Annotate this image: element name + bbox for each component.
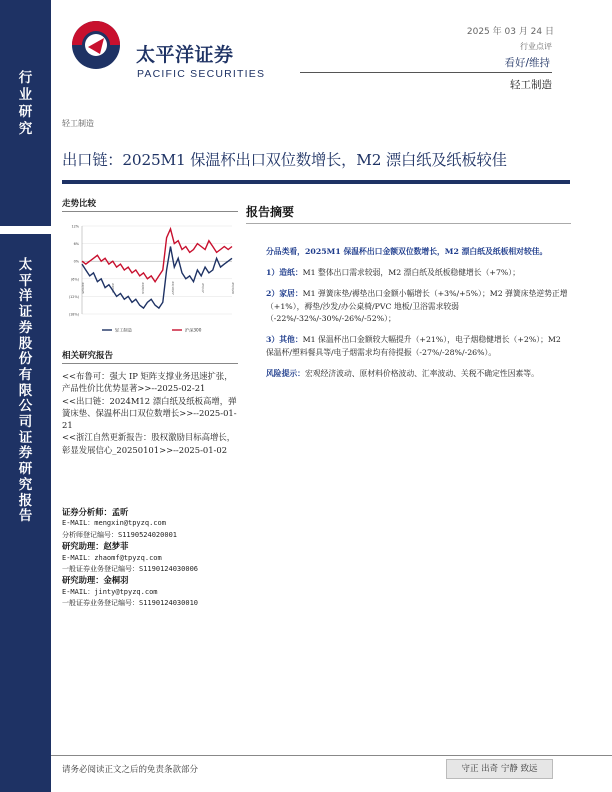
- related-report-link[interactable]: <<浙江自然更新报告：股权激励目标高增长，彰显发展信心_20250101>>--2025-01-02: [62, 432, 236, 455]
- report-date: 2025 年 03 月 24 日: [466, 27, 554, 37]
- chart-y-tick-label: (18%): [68, 312, 79, 317]
- chart-title: 走势比较: [62, 199, 97, 209]
- summary-risk-body: 宏观经济波动、原材料价格波动、汇率波动、关税不确定性因素等。: [304, 369, 539, 379]
- header-divider: [300, 72, 552, 73]
- summary-other-body: M1 保温杯出口金额较大幅提升（+21%），电子烟稳健增长（+2%）；M2 保温杯/塑料餐具等/电子烟需求均有待提振（-27%/-28%/-26%）。: [266, 335, 561, 358]
- related-reports-title: 相关研究报告: [62, 351, 114, 361]
- analyst-registration: 一般证券业务登记编号：S1190124030010: [62, 599, 199, 608]
- report-type: 行业点评: [520, 42, 552, 51]
- related-reports-divider: [62, 363, 238, 364]
- footer-disclaimer: 请务必阅读正文之后的免责条款部分: [62, 765, 199, 775]
- summary-paper: [266, 267, 568, 280]
- company-logo-icon: [66, 14, 126, 74]
- sidebar: [0, 0, 51, 792]
- chart-legend-label: 沪深300: [185, 327, 202, 333]
- related-report-link[interactable]: <<出口链：2024M12 漂白纸及纸板高增，弹簧床垫、保温杯出口双位数增长>>--2025-01-21: [62, 395, 237, 431]
- summary-risk-lead: 风险提示：: [266, 369, 305, 379]
- chart-y-tick-label: 6%: [73, 242, 79, 247]
- chart-x-tick-label: 25/3/20: [231, 282, 235, 294]
- summary-paper-body: M1 整体出口需求较弱，M2 漂白纸及纸板稳健增长（+7%）；: [302, 268, 521, 278]
- analyst-list: [62, 507, 248, 610]
- page-title: 出口链：2025M1 保温杯出口双位数增长，M2 漂白纸及纸板较佳: [62, 151, 507, 169]
- summary-lead: 分品类看，2025M1 保温杯出口金额双位数增长，M2 漂白纸及纸板相对较佳。: [266, 247, 548, 256]
- related-report-link[interactable]: <<布鲁可：强大 IP 矩阵支撑业务迅速扩张，产品性价比优势显著>>--2025-02-21: [62, 371, 233, 394]
- footer-divider: [51, 755, 612, 756]
- analyst-email[interactable]: E-MAIL：jinty@tpyzq.com: [62, 587, 158, 596]
- analyst-registration: 一般证券业务登记编号：S1190124030006: [62, 565, 199, 574]
- chart-x-tick-label: 24/6/5: [111, 283, 115, 293]
- summary-home-body: M1 弹簧床垫/褥垫出口金额小幅增长（+3%/+5%）；M2 弹簧床垫逆势正增（+1%），褥垫/沙发/办公桌椅/PVC 地板/卫浴需求较弱（-22%/-32%/-30%/-26%/-52%）；: [266, 289, 568, 324]
- analyst-role: 研究助理：赵梦菲: [62, 541, 129, 552]
- summary-divider: [246, 223, 571, 224]
- related-reports-list: [62, 370, 238, 456]
- summary-body: [266, 246, 568, 389]
- company-name-cn: 太平洋证券: [136, 44, 234, 66]
- chart-y-tick-label: 12%: [71, 224, 79, 229]
- title-divider: [62, 180, 570, 184]
- summary-other: [266, 334, 568, 359]
- analyst-email[interactable]: E-MAIL：zhaomf@tpyzq.com: [62, 553, 162, 562]
- summary-home: [266, 288, 568, 326]
- summary-paper-lead: 1）造纸：: [266, 268, 303, 278]
- summary-home-lead: 2）家居：: [266, 289, 303, 299]
- analyst-email[interactable]: E-MAIL：mengxin@tpyzq.com: [62, 519, 166, 528]
- chart-x-tick-label: 25/1/7: [201, 283, 205, 293]
- analyst-registration: 分析师登记编号：S1190524020001: [62, 530, 178, 539]
- rating: 看好/维持: [504, 57, 550, 69]
- chart-series-line: [82, 229, 232, 282]
- chart-x-tick-label: 24/10/27: [171, 281, 175, 295]
- chart-x-tick-label: 24/3/25: [81, 282, 85, 294]
- summary-other-lead: 3）其他：: [266, 335, 303, 345]
- analyst-role: 研究助理：金桐羽: [62, 575, 129, 586]
- analyst-role: 证券分析师：孟昕: [62, 507, 129, 517]
- sidebar-top-label: 行 业 研 究: [18, 70, 33, 137]
- chart-x-tick-label: 24/8/16: [141, 282, 145, 294]
- sidebar-divider: [0, 226, 51, 234]
- company-name-en: PACIFIC SECURITIES: [137, 68, 266, 80]
- breadcrumb: 轻工制造: [62, 119, 94, 128]
- chart-y-tick-label: (12%): [68, 294, 79, 299]
- sector-label: 轻工制造: [510, 79, 552, 91]
- chart-y-tick-label: 0%: [73, 259, 79, 264]
- chart-title-divider: [62, 211, 238, 212]
- trend-chart: [62, 218, 238, 342]
- chart-y-tick-label: (6%): [70, 277, 79, 282]
- chart-series-line: [82, 247, 232, 309]
- summary-title: 报告摘要: [246, 205, 295, 219]
- summary-risk: [266, 368, 568, 381]
- footer-motto: 守正 出奇 宁静 致远: [446, 759, 553, 779]
- sidebar-bottom-label: 太 平 洋 证 券 股 份 有 限 公 司 证 券 研 究 报 告: [18, 257, 33, 525]
- chart-legend-label: 轻工制造: [115, 327, 132, 333]
